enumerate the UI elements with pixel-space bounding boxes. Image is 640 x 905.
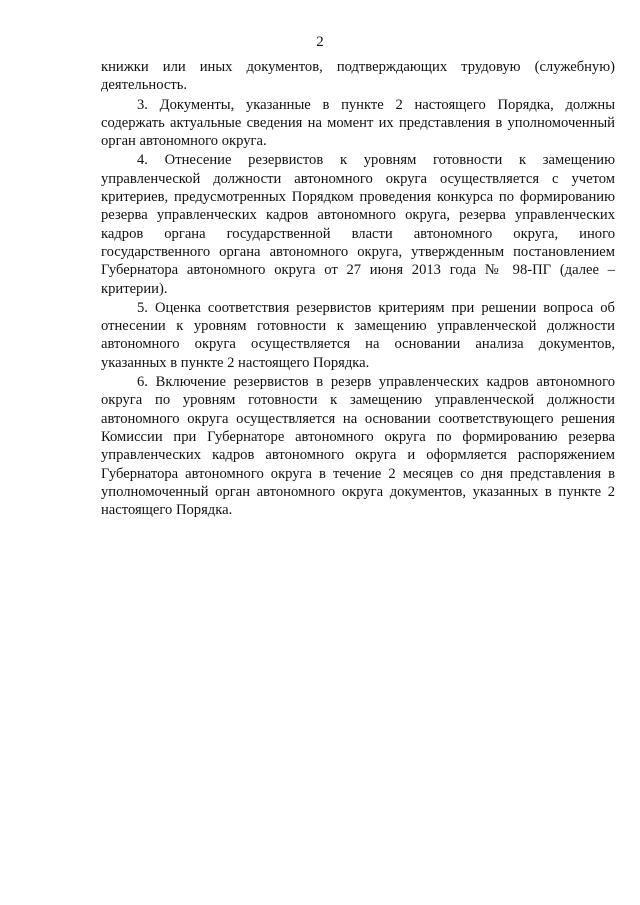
- document-body: [101, 58, 615, 520]
- paragraph-item-5: 5. Оценка соответствия резервистов критериям при решении вопроса об отнесении к уровням готовности к замещению управленческой должности автономного округа осуществляется на основании анализа документов, указанных в пункте 2 настоящего Порядка.: [101, 299, 615, 371]
- paragraph-continuation: книжки или иных документов, подтверждающих трудовую (служебную) деятельность.: [101, 59, 615, 94]
- paragraph-item-4: 4. Отнесение резервистов к уровням готовности к замещению управленческой должности автономного округа осуществляется с учетом критериев, предусмотренных Порядком проведения конкурса по формированию резерва управленческих кадров автономного округа, резерва управленческих кадров органа государственной власти автономного округа, иного государственного органа автономного округа, утвержденным постановлением Губернатора автономного округа от 27 июня 2013 года № 98-ПГ (далее – критерии).: [101, 152, 615, 297]
- paragraph-item-6: 6. Включение резервистов в резерв управленческих кадров автономного округа по уровням готовности к замещению управленческой должности автономного округа осуществляется на основании соответствующего решения Комиссии при Губернаторе автономного округа по формированию резерва управленческих кадров автономного округа и оформляется распоряжением Губернатора автономного округа в течение 2 месяцев со дня представления в уполномоченный орган автономного округа документов, указанных в пункте 2 настоящего Порядка.: [101, 374, 615, 519]
- page-number: 2: [316, 34, 324, 50]
- paragraph-item-3: 3. Документы, указанные в пункте 2 настоящего Порядка, должны содержать актуальные сведения на момент их представления в уполномоченный орган автономного округа.: [101, 96, 615, 150]
